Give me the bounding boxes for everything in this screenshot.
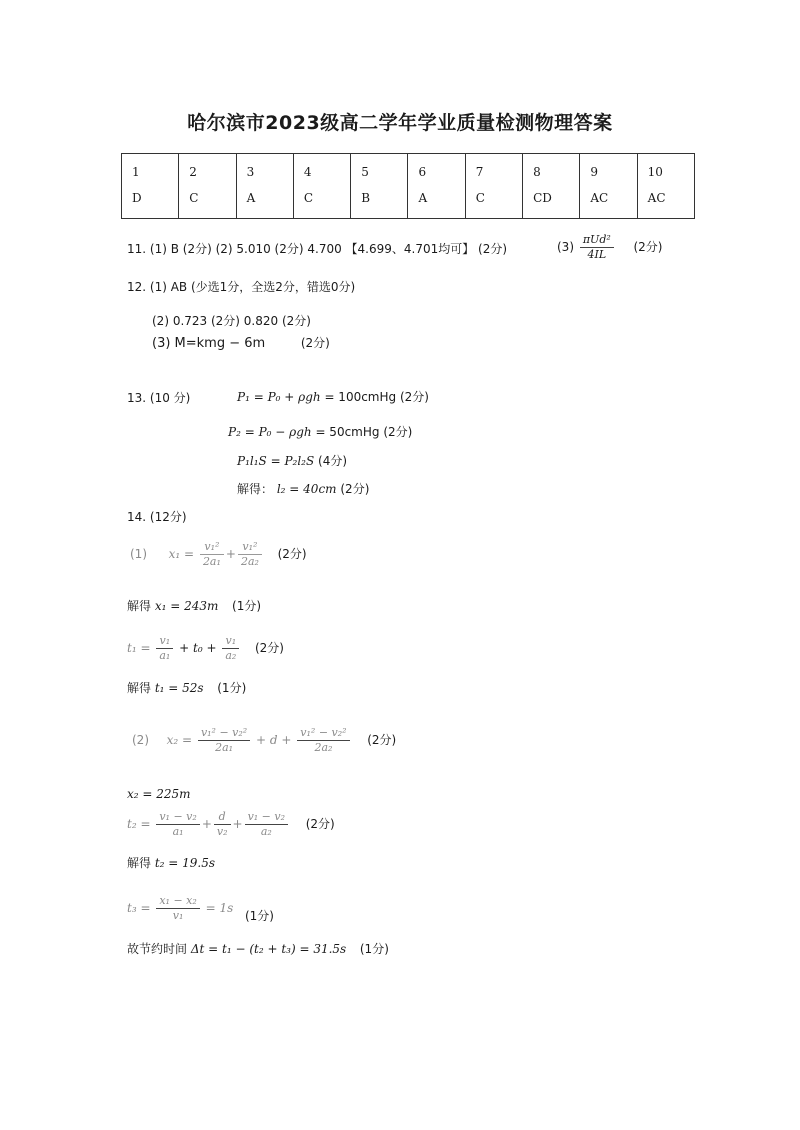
- q14-t3-lhs: t₃ =: [127, 901, 151, 915]
- q14-final: [127, 941, 389, 957]
- answer-value: A: [418, 191, 428, 205]
- q13-eq4: [237, 481, 369, 497]
- answer-cell: [523, 154, 580, 219]
- q14-x2-mid: + d +: [256, 733, 292, 747]
- q14-t1-result-prefix: 解得: [127, 681, 152, 695]
- q14-t2-frac3-den: a₂: [260, 825, 272, 838]
- question-number: 5: [361, 165, 369, 179]
- q14-t1-frac2: [222, 634, 239, 663]
- q14-x2-score: (2分): [367, 733, 397, 747]
- q14-x1-result-score: (1分): [232, 599, 262, 613]
- answer-value: AC: [590, 191, 609, 205]
- page-title: 哈尔滨市2023级高二学年学业质量检测物理答案: [187, 112, 613, 134]
- answer-cell: [122, 154, 179, 219]
- q14-t2-frac1-num: v₁ − v₂: [156, 810, 199, 825]
- q12-line1: 12. (1) AB (少选1分，全选2分，错选0分): [127, 280, 356, 294]
- q14-t2-frac2: [214, 810, 231, 839]
- q12-line3-eq: (3) M=kmg − 6m: [152, 336, 266, 351]
- q14-x1-lhs: x₁ =: [168, 547, 195, 561]
- q14-t2-score: (2分): [305, 817, 335, 831]
- question-number: 4: [303, 165, 312, 179]
- q14-t2-frac3: [245, 810, 288, 839]
- q14-t3-score: (1分): [244, 909, 274, 923]
- q12-line2: (2) 0.723 (2分) 0.820 (2分): [152, 314, 311, 328]
- q14-x1-result-eq: x₁ = 243m: [154, 599, 219, 613]
- q14-t2-result: [127, 855, 215, 871]
- q14-t1-result-score: (1分): [217, 681, 247, 695]
- answer-cell: [293, 154, 350, 219]
- answer-value: C: [189, 191, 199, 205]
- q14-x2-frac2: [297, 726, 349, 755]
- q11-part1: 11. (1) B (2分) (2) 5.010 (2分) 4.700 【4.699、4.701均可】 (2分): [127, 242, 508, 256]
- q14-x1-frac2-den: 2a₂: [240, 555, 259, 568]
- q14-x2-frac1-num: v₁² − v₂²: [198, 726, 250, 741]
- answer-cell: [580, 154, 637, 219]
- q13-eq4-eq: l₂ = 40cm: [276, 482, 337, 496]
- q14-x1-result-prefix: 解得: [127, 599, 152, 613]
- q14-t1-result-eq: t₁ = 52s: [154, 681, 204, 695]
- q11-fraction: [580, 233, 614, 262]
- q14-x2-frac1: [198, 726, 250, 755]
- q14-t3-frac-den: v₁: [172, 909, 184, 922]
- q14-x2-frac1-den: 2a₁: [215, 741, 234, 754]
- question-number: 10: [647, 165, 663, 179]
- q12-line3: [152, 335, 330, 352]
- q14-head: 14. (12分): [127, 510, 187, 524]
- q14-t1-lhs: t₁ =: [127, 641, 151, 655]
- q14-t2-frac1: [156, 810, 199, 839]
- q11-part3: [557, 233, 662, 262]
- q13-eq1-lhs: P₁ = P₀ + ρgh: [237, 390, 321, 404]
- q14-final-eq: Δt = t₁ − (t₂ + t₃) = 31.5s: [190, 942, 347, 956]
- q13-eq4-score: (2分): [340, 482, 370, 496]
- q11-line: [127, 241, 507, 257]
- q14-t1-frac1: [156, 634, 173, 663]
- q14-x1-frac1-num: v₁²: [200, 540, 224, 555]
- question-number: 3: [246, 165, 255, 179]
- question-number: 9: [590, 165, 599, 179]
- answer-value: AC: [647, 191, 666, 205]
- q14-t1-frac2-num: v₁: [222, 634, 239, 649]
- answer-value: D: [132, 191, 142, 205]
- answer-cell: [236, 154, 293, 219]
- q14-t1-score: (2分): [254, 641, 284, 655]
- q13-eq2-rhs: = 50cmHg (2分): [315, 425, 413, 439]
- q14-t1-eq: [127, 634, 284, 663]
- q13-eq4-prefix: 解得：: [237, 482, 274, 496]
- q14-t1-frac2-den: a₂: [225, 649, 237, 662]
- answer-cell: [408, 154, 465, 219]
- q14-t2-frac2-num: d: [214, 810, 231, 825]
- q13-eq3: [237, 453, 347, 469]
- q14-x2-frac2-den: 2a₂: [314, 741, 333, 754]
- q14-x1-eq: (1) x₁ = $\frac{\text{v₁²}}{\text{2a₁}}$ + $\frac{\text{v₁²}}{\text{2a₂}}$ (2分): [130, 540, 307, 568]
- q14-final-score: (1分): [359, 942, 389, 956]
- q11-part3-score: (2分): [633, 240, 663, 254]
- question-number: 7: [475, 165, 484, 179]
- q14-t2-frac2-den: v₂: [216, 825, 228, 838]
- q14-t1-mid: + t₀ +: [179, 641, 217, 655]
- answer-value: CD: [533, 191, 552, 205]
- q14-x2-result: [127, 786, 191, 802]
- question-number: 2: [189, 165, 197, 179]
- q11-frac-numerator: πUd²: [580, 233, 614, 248]
- answer-cell: [351, 154, 408, 219]
- q14-t2-result-prefix: 解得: [127, 856, 152, 870]
- answer-value: B: [361, 191, 371, 205]
- q13-eq1: [237, 389, 429, 405]
- q14-x1-frac1: [200, 540, 224, 569]
- q14-x2-eq: [132, 726, 396, 755]
- q14-t2-eq: t₂ = $\frac{\text{v₁ − v₂}}{\text{a₁}}$ + $\frac{d}{\text{v₂}}$ + $\frac{\text{v₁ − v₂}}{\text{a₂}}$ (2分): [127, 810, 335, 838]
- answer-value: C: [475, 191, 485, 205]
- q14-t2-lhs: t₂ =: [127, 817, 151, 831]
- question-number-row: [122, 154, 695, 219]
- q14-x2-result-eq: x₂ = 225m: [127, 787, 191, 801]
- q14-x1-frac2-num: v₁²: [238, 540, 262, 555]
- q13-eq2: [228, 424, 412, 440]
- q13-eq3-lhs: P₁l₁S = P₂l₂S: [237, 454, 315, 468]
- q14-t1-frac1-den: a₁: [159, 649, 171, 662]
- q14-t2-result-eq: t₂ = 19.5s: [154, 856, 216, 870]
- answer-table: [121, 153, 695, 219]
- answer-cell: [465, 154, 522, 219]
- q14-x1-score: (2分): [277, 547, 307, 561]
- q14-part2-label: (2): [132, 733, 149, 747]
- answer-cell: [637, 154, 694, 219]
- q14-t3-frac-num: x₁ − x₂: [156, 894, 199, 909]
- q14-t3-eq: [127, 894, 274, 923]
- q14-t1-frac1-num: v₁: [156, 634, 173, 649]
- q14-t3-rhs: = 1s: [205, 901, 234, 915]
- q13-eq1-rhs: = 100cmHg (2分): [324, 390, 429, 404]
- q14-x1-frac2: [238, 540, 262, 569]
- question-number: 8: [533, 165, 541, 179]
- answer-value: C: [303, 191, 314, 205]
- question-number: 6: [418, 165, 427, 179]
- q14-t2-frac1-den: a₁: [172, 825, 184, 838]
- answer-cell: [179, 154, 236, 219]
- answer-value: A: [246, 191, 256, 205]
- q11-part3-prefix: (3): [557, 240, 574, 254]
- q14-t3-frac: [156, 894, 199, 923]
- q14-x1-frac1-den: 2a₁: [202, 555, 221, 568]
- q14-final-prefix: 故节约时间: [127, 942, 188, 956]
- q13-eq2-lhs: P₂ = P₀ − ρgh: [228, 425, 312, 439]
- q14-t2-frac3-num: v₁ − v₂: [245, 810, 288, 825]
- q14-part1-label: (1): [130, 547, 147, 561]
- q11-frac-denominator: 4IL: [587, 248, 607, 261]
- question-number: 1: [132, 165, 140, 179]
- q13-eq3-score: (4分): [318, 454, 348, 468]
- q14-x2-lhs: x₂ =: [166, 733, 193, 747]
- q14-t1-result: [127, 680, 246, 696]
- q14-x1-result: [127, 598, 261, 614]
- q13-head: 13. (10 分): [127, 391, 191, 405]
- q12-line3-score: (2分): [300, 336, 330, 350]
- q14-x2-frac2-num: v₁² − v₂²: [297, 726, 349, 741]
